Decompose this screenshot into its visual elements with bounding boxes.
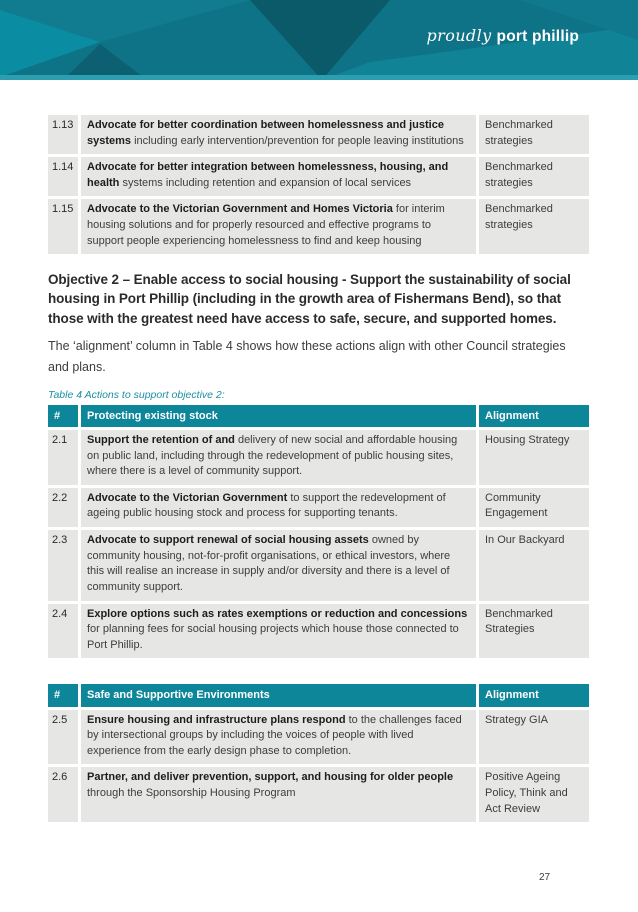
action-number: 2.6 [48,767,78,822]
action-detail-text: systems including retention and expansion of local services [119,176,412,189]
table-header-row [48,684,589,706]
action-alignment: Benchmarked strategies [479,157,589,196]
action-detail-text: for interim housing solutions and for properly resourced and effective programs to support people experiencing homelessness to find and keep housing [87,203,445,247]
action-number: 1.15 [48,199,78,254]
action-lead-bold: Advocate to the Victorian Government and Homes Victoria [87,203,393,216]
action-lead-bold: Advocate for better integration between homelessness, housing, and health [87,161,449,189]
table-row [48,488,589,527]
table-row [48,604,589,659]
table-actions-objective1-continued [45,112,592,257]
action-detail-text: owned by community housing, not-for-profit organisations, or ethical investors, where this will realise an increase in supply and/or diversity and there is a level of community support. [87,534,451,593]
table-row [48,430,589,485]
intro-paragraph: The ‘alignment’ column in Table 4 shows how these actions align with other Council strategies and plans. [48,338,566,375]
action-number: 2.2 [48,488,78,527]
table-header-alignment: Alignment [479,405,589,427]
action-number: 2.5 [48,710,78,765]
action-number: 2.1 [48,430,78,485]
action-detail-text: including early intervention/prevention for people leaving institutions [131,134,464,147]
action-detail-text: delivery of new social and affordable housing on public land, including through the redevelopment of public housing sites, where there is a level of community support. [87,434,458,478]
action-detail-text: to the challenges faced by intersectional groups by including the voices of people with lived experience from the early design phase to completion. [87,713,462,757]
action-number: 2.3 [48,530,78,600]
action-description [81,604,476,659]
logo-port-phillip-text: port phillip [496,28,579,45]
action-lead-bold: Advocate to support renewal of social housing assets [87,534,369,547]
page-number: 27 [539,872,551,883]
action-description [81,710,476,765]
table-row [48,767,589,822]
action-description [81,157,476,196]
table-header-row [48,405,589,427]
action-description [81,767,476,822]
page-header-banner [0,0,638,80]
action-description [81,430,476,485]
action-description [81,488,476,527]
table-row [48,710,589,765]
table-header-num: # [48,405,78,427]
action-detail-text: to support the redevelopment of ageing public housing stock and process for supporting tenants. [87,491,446,520]
action-description [81,199,476,254]
action-alignment: Benchmarked strategies [479,115,589,154]
action-alignment: In Our Backyard [479,530,589,600]
action-alignment: Strategy GIA [479,710,589,765]
table-header-title: Safe and Supportive Environments [81,684,476,706]
action-lead-bold: Support the retention of and [87,434,235,447]
action-alignment: Benchmarked strategies [479,199,589,254]
page-content [48,80,589,825]
action-description [81,115,476,154]
action-description [81,530,476,600]
action-alignment: Benchmarked Strategies [479,604,589,659]
table4-safe-and-supportive-environments [45,681,592,825]
table-row [48,115,589,154]
logo-proudly-text: proudly [426,26,492,45]
table-header-alignment: Alignment [479,684,589,706]
action-lead-bold: Advocate to the Victorian Government [87,491,288,504]
action-number: 1.14 [48,157,78,196]
table-row [48,530,589,600]
action-alignment: Community Engagement [479,488,589,527]
action-alignment: Housing Strategy [479,430,589,485]
table-row [48,157,589,196]
port-phillip-logo [427,26,580,46]
action-lead-bold: Partner, and deliver prevention, support, and housing for older people [87,771,454,784]
action-lead-bold: Ensure housing and infrastructure plans respond [87,713,346,726]
table4-protecting-existing-stock [45,402,592,662]
table-row [48,199,589,254]
table-header-num: # [48,684,78,706]
objective2-heading: Objective 2 – Enable access to social housing - Support the sustainability of social housing in Port Phillip (including in the growth area of Fishermans Bend), so that those with the greatest need have access to safe, secure, and supported homes. [48,272,571,326]
action-lead-bold: Advocate for better coordination between homelessness and justice systems [87,119,444,147]
table4-caption: Table 4 Actions to support objective 2: [48,388,225,401]
action-detail-text: through the Sponsorship Housing Program [87,787,296,800]
table-header-title: Protecting existing stock [81,405,476,427]
action-number: 2.4 [48,604,78,659]
action-lead-bold: Explore options such as rates exemptions or reduction and concessions [87,607,468,620]
action-number: 1.13 [48,115,78,154]
action-detail-text: for planning fees for social housing projects which house those connected to Port Phillip. [87,623,459,651]
action-alignment: Positive Ageing Policy, Think and Act Review [479,767,589,822]
